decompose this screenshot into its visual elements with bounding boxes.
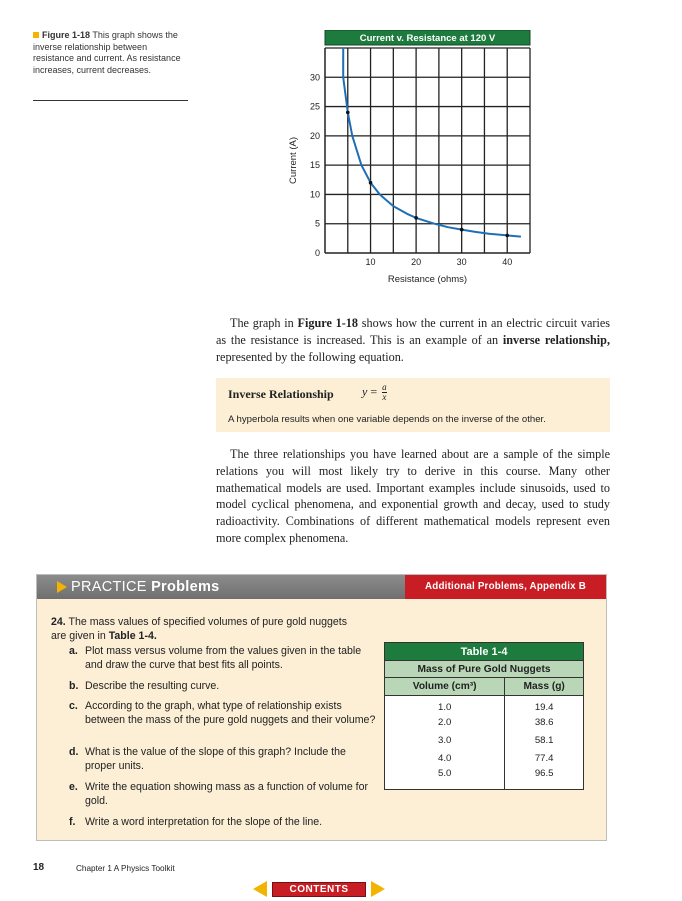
- p1-text-3: represented by the following equation.: [216, 349, 404, 364]
- question-24: [51, 616, 351, 643]
- item-text: Describe the resulting curve.: [85, 680, 220, 692]
- y-tick-label: 0: [314, 248, 320, 258]
- paragraph-inverse-intro: [216, 315, 610, 365]
- table: [384, 642, 584, 790]
- practice-header: [37, 575, 606, 599]
- contents-nav: [253, 880, 385, 898]
- data-point: [460, 228, 464, 232]
- figure-label: Figure 1-18: [42, 30, 91, 40]
- eq-equals: =: [370, 384, 378, 399]
- cell-volume: 4.0: [385, 750, 505, 768]
- inverse-description: A hyperbola results when one variable depends on the inverse of the other.: [228, 414, 546, 425]
- item-text: What is the value of the slope of this graph? Include the proper units.: [85, 746, 346, 772]
- additional-problems-label: Additional Problems, Appendix B: [425, 581, 586, 592]
- column-header-mass: Mass (g): [505, 678, 584, 696]
- chapter-title: Chapter 1 A Physics Toolkit: [76, 864, 175, 873]
- practice-title-light: PRACTICE: [71, 579, 147, 595]
- practice-problems-box: [36, 574, 607, 841]
- y-tick-label: 30: [309, 72, 320, 83]
- cell-mass: 77.4: [505, 750, 584, 768]
- item-label: d.: [69, 746, 79, 758]
- y-tick-labels: [310, 72, 320, 258]
- cell-volume: 5.0: [385, 768, 505, 790]
- y-tick-label: 20: [309, 130, 320, 141]
- series-line: [343, 48, 521, 237]
- list-item: [69, 645, 379, 672]
- question-number: 24.: [51, 616, 66, 628]
- data-point: [505, 234, 509, 238]
- inverse-title: Inverse Relationship: [228, 387, 334, 401]
- cell-mass: 38.6: [505, 714, 584, 732]
- paragraph-relationships: The three relationships you have learned about are a sample of the simple relations you will most likely try to derive in this course. Many other mathematical models are used. Important examples include sinusoids, used to model cyclical phenomena, and exponential growth and decay, used to study radioactivity. Combinations of different mathematical models represent even more complex phenomena.: [216, 447, 610, 545]
- p1-figure-ref: Figure 1-18: [297, 316, 358, 330]
- chart-title: Current v. Resistance at 120 V: [359, 33, 496, 44]
- current-resistance-chart: [280, 30, 540, 290]
- caption-divider: [33, 100, 188, 101]
- contents-button[interactable]: CONTENTS: [272, 882, 366, 897]
- y-tick-label: 15: [309, 160, 320, 171]
- y-tick-label: 10: [309, 189, 320, 200]
- next-page-arrow-icon[interactable]: [371, 881, 385, 897]
- eq-numerator: a: [382, 382, 387, 392]
- table-row: [385, 732, 584, 750]
- gold-nuggets-table: [384, 642, 584, 790]
- table-subtitle: Mass of Pure Gold Nuggets: [385, 661, 584, 678]
- x-tick-label: 10: [365, 257, 376, 267]
- table-row: [385, 696, 584, 714]
- cell-mass: 96.5: [505, 768, 584, 790]
- item-label: c.: [69, 700, 78, 712]
- table-row: [385, 714, 584, 732]
- cell-mass: 58.1: [505, 732, 584, 750]
- list-item: [69, 680, 379, 694]
- item-label: b.: [69, 680, 79, 692]
- cell-volume: 2.0: [385, 714, 505, 732]
- cell-mass: 19.4: [505, 696, 584, 714]
- column-header-volume: Volume (cm³): [385, 678, 505, 696]
- practice-title-bold: Problems: [151, 579, 220, 595]
- question-table-ref: Table 1-4.: [108, 629, 157, 642]
- y-tick-label: 5: [314, 218, 320, 229]
- list-item: [69, 816, 379, 830]
- figure-caption: [33, 30, 188, 76]
- item-label: a.: [69, 645, 78, 657]
- list-item: [69, 781, 379, 808]
- data-point: [346, 111, 350, 115]
- inverse-relationship-box: [216, 378, 610, 432]
- table-row: [385, 768, 584, 790]
- eq-y: y: [362, 384, 368, 399]
- practice-title: [71, 579, 220, 595]
- data-point: [414, 216, 418, 220]
- y-tick-label: 25: [309, 101, 320, 112]
- table-title: Table 1-4: [385, 643, 584, 661]
- p1-term: inverse relationship,: [502, 332, 610, 347]
- previous-page-arrow-icon[interactable]: [253, 881, 267, 897]
- item-text: According to the graph, what type of relationship exists between the mass of the pure gold nuggets and their volume?: [85, 700, 376, 726]
- item-text: Write the equation showing mass as a function of volume for gold.: [85, 781, 369, 807]
- data-point: [369, 181, 373, 185]
- additional-problems-link[interactable]: [405, 575, 606, 599]
- x-tick-labels: [366, 257, 513, 267]
- item-text: Plot mass versus volume from the values given in the table and draw the curve that best fits all points.: [85, 645, 362, 671]
- inverse-equation: [362, 383, 387, 402]
- x-tick-label: 20: [411, 257, 422, 267]
- list-item: [69, 700, 379, 727]
- x-tick-label: 30: [456, 257, 467, 267]
- item-text: Write a word interpretation for the slope of the line.: [85, 816, 323, 828]
- p1-text-2: shows how the current in an electric circuit varies as the resistance is increased. This is an example of an: [216, 316, 610, 347]
- x-tick-label: 40: [502, 257, 513, 267]
- item-label: f.: [69, 816, 76, 828]
- cell-volume: 3.0: [385, 732, 505, 750]
- page-number: 18: [33, 862, 45, 873]
- cell-volume: 1.0: [385, 696, 505, 714]
- caption-bullet-icon: [33, 32, 39, 38]
- caption-text: This graph shows the inverse relationship between resistance and current. As resistance increases, current decreases.: [33, 30, 181, 75]
- play-triangle-icon: [57, 581, 67, 593]
- eq-fraction: [382, 383, 387, 402]
- y-axis-label: Current (A): [288, 137, 299, 184]
- eq-denominator: x: [382, 392, 387, 402]
- x-axis-label: Resistance (ohms): [387, 274, 468, 285]
- list-item: [69, 746, 379, 773]
- question-text: The mass values of specified volumes of pure gold nuggets are given in: [51, 616, 348, 642]
- item-label: e.: [69, 781, 78, 793]
- p1-text-1: The graph in: [230, 316, 298, 330]
- table-row: [385, 750, 584, 768]
